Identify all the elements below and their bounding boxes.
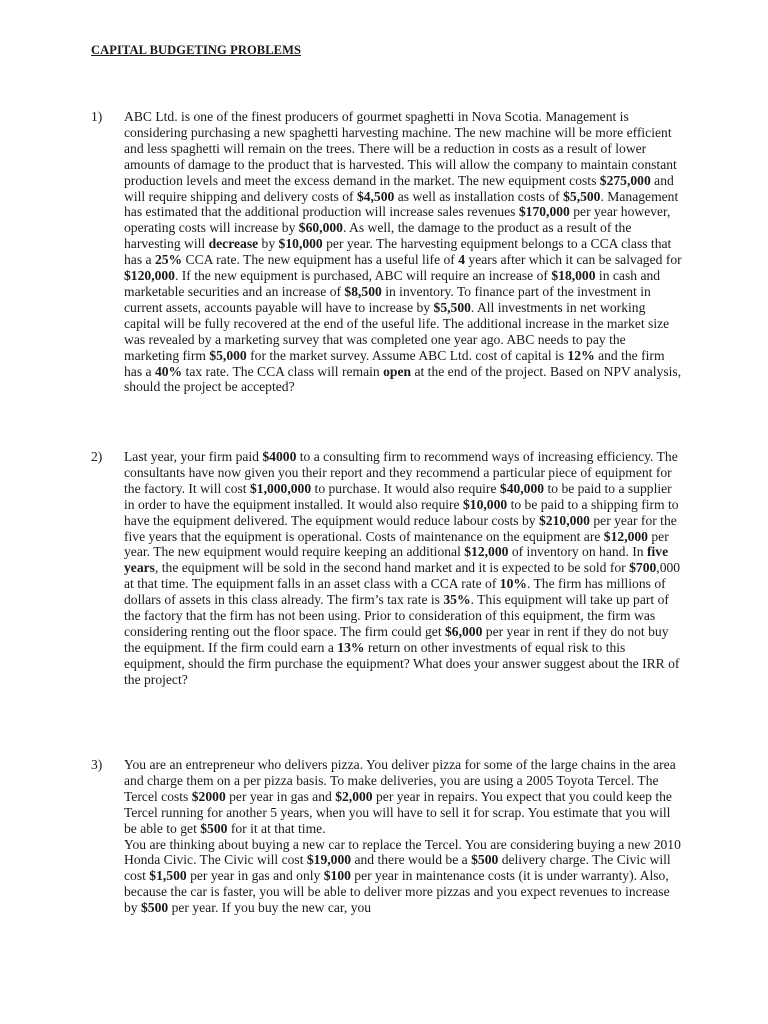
highlighted-value: $8,500	[344, 283, 382, 299]
highlighted-value: $40,000	[499, 480, 545, 496]
problem-text	[124, 109, 684, 395]
highlighted-value: decrease	[208, 236, 259, 252]
highlighted-value: $19,000	[306, 852, 352, 868]
highlighted-value: $12,000	[603, 528, 648, 544]
text-run: . This equipment will take up part of the factory that the firm has not been using. Prior to consideration of this equipment, the firm was considering renting out the floor space. The firm could get	[124, 592, 669, 639]
text-run: per year for the five years that the equipment is operational. Costs of maintenance on the equipment are	[124, 512, 677, 544]
text-run: per year in repairs. You expect that you could keep the Tercel running for another 5 years, when you will have to sell it for scrap. You estimate that you will be able to get	[124, 788, 672, 836]
highlighted-value: 4	[458, 252, 466, 268]
problem-number: 1)	[91, 109, 103, 124]
text-run: Last year, your firm paid	[124, 449, 263, 464]
text-run: delivery charge. The Civic will cost	[124, 852, 671, 884]
highlighted-value: $275,000	[599, 172, 651, 188]
highlighted-value: $4000	[262, 449, 297, 464]
text-run: as well as installation costs of	[394, 188, 564, 204]
highlighted-value: 13%	[337, 639, 365, 655]
problem-number: 3)	[91, 757, 103, 772]
highlighted-value: $4,500	[356, 188, 395, 204]
text-run: to purchase. It would also require	[311, 480, 500, 496]
text-run: for the market survey. Assume ABC Ltd. cost of capital is	[246, 347, 568, 363]
text-run: of inventory on hand. In	[508, 544, 647, 560]
highlighted-value: $500	[141, 900, 169, 916]
text-run: to a consulting firm to recommend ways of increasing efficiency. The consultants have now given you their report and they recommend a particular piece of equipment for the factory. It will cost	[124, 449, 678, 496]
text-run: ABC Ltd. is one of the finest producers of gourmet spaghetti in Nova Scotia. Management is considering purchasing a new spaghetti harvesting machine. The new machine will be more efficient and less spaghetti will remain on the trees. There will be a reduction in costs as a result of lower amounts of damage to the product that is harvested. This will allow the company to maintain constant production levels and meet the excess demand in the market. The new equipment costs	[124, 109, 677, 188]
highlighted-value: $700	[629, 560, 657, 576]
text-run: in cash and marketable securities and an increase of	[124, 268, 661, 299]
text-run: , the equipment will be sold in the second hand market and it is expected to be sold for	[154, 560, 630, 576]
text-run: You are an entrepreneur who delivers pizza. You deliver pizza for some of the large chains in the area and charge them on a per pizza basis. To make deliveries, you are using a 2005 Toyota Tercel. The Tercel costs	[124, 757, 676, 804]
highlighted-value: $120,000	[124, 268, 175, 284]
text-run: per year. The harvesting equipment belongs to a CCA class that has a	[124, 236, 672, 268]
text-run: by	[258, 236, 279, 252]
highlighted-value: $5,500	[433, 299, 471, 315]
text-run: per year in gas and only	[186, 868, 324, 884]
text-run: per year. If you buy the new car, you	[168, 900, 372, 916]
text-run: per year in gas and	[225, 788, 336, 804]
highlighted-value: $12,000	[464, 544, 509, 560]
highlighted-value: $18,000	[551, 268, 596, 284]
page-title: CAPITAL BUDGETING PROBLEMS	[91, 43, 302, 57]
text-run: years after which it can be salvaged for	[465, 252, 682, 268]
text-run: to be paid to a supplier in order to have the equipment installed. It would also require	[124, 480, 672, 512]
text-run: tax rate. The CCA class will remain	[182, 363, 384, 379]
highlighted-value: 12%	[567, 347, 595, 363]
highlighted-value: $170,000	[518, 204, 570, 220]
highlighted-value: open	[383, 363, 412, 379]
highlighted-value: $6,000	[445, 623, 483, 639]
highlighted-value: $100	[323, 868, 351, 884]
text-run: per year. The new equipment would require keeping an additional	[124, 528, 669, 560]
highlighted-value: 40%	[154, 363, 183, 379]
text-run: return on other investments of equal risk to this equipment, should the firm purchase the equipment? What does your answer suggest about the IRR of the project?	[124, 639, 680, 687]
text-run: per year in rent if they do not buy the equipment. If the firm could earn a	[124, 623, 669, 655]
text-run: and there would be a	[351, 852, 472, 868]
highlighted-value: five years	[124, 544, 669, 576]
text-run: . Management has estimated that the additional production will increase sales revenues	[124, 188, 679, 220]
highlighted-value: 35%	[443, 592, 471, 608]
text-run: . If the new equipment is purchased, ABC will require an increase of	[174, 268, 552, 284]
highlighted-value: $500	[200, 820, 228, 836]
text-run: per year in maintenance costs (it is under warranty). Also, because the car is faster, you will be able to deliver more pizzas and you expect revenues to increase by	[124, 868, 670, 916]
text-run: in inventory. To finance part of the investment in current assets, accounts payable will have to increase by	[124, 283, 651, 315]
text-run: You are thinking about buying a new car to replace the Tercel. You are considering buying a new 2010 Honda Civic. The Civic will cost	[124, 836, 681, 868]
highlighted-value: $1,000,000	[249, 480, 312, 496]
text-run: CCA rate. The new equipment has a useful life of	[182, 252, 459, 268]
text-run: to be paid to a shipping firm to have the equipment delivered. The equipment would reduce labour costs by	[124, 496, 679, 528]
text-run: and the firm has a	[124, 347, 665, 379]
highlighted-value: $10,000	[463, 496, 508, 512]
highlighted-value: $1,500	[149, 868, 187, 884]
highlighted-value: $5,500	[563, 188, 601, 204]
highlighted-value: $2,000	[335, 788, 373, 804]
highlighted-value: 25%	[154, 252, 183, 268]
problem-text	[124, 449, 684, 688]
text-run: ,000 at that time. The equipment falls in an asset class with a CCA rate of	[124, 560, 681, 592]
text-run: . The firm has millions of dollars of assets in this class already. The firm’s tax rate is	[124, 576, 666, 608]
text-run: for it at that time.	[227, 820, 326, 836]
text-run: . As well, the damage to the product as a result of the harvesting will	[124, 220, 632, 252]
highlighted-value: $210,000	[539, 512, 590, 528]
highlighted-value: $5,000	[209, 347, 247, 363]
text-run: per year however, operating costs will increase by	[124, 204, 671, 236]
problem-text	[124, 757, 684, 916]
highlighted-value: 10%	[499, 576, 527, 592]
highlighted-value: $2000	[191, 788, 226, 804]
text-run: . All investments in net working capital will be fully recovered at the end of the useful life. The additional increase in the market size was revealed by a marketing survey that was completed one year ago. ABC needs to pay the marketing firm	[124, 299, 670, 363]
text-run: at the end of the project. Based on NPV analysis, should the project be accepted?	[124, 363, 682, 395]
highlighted-value: $500	[471, 852, 499, 868]
text-run: and will require shipping and delivery costs of	[124, 172, 674, 204]
problem-number: 2)	[91, 449, 103, 464]
highlighted-value: $10,000	[278, 236, 323, 252]
highlighted-value: $60,000	[298, 220, 343, 236]
